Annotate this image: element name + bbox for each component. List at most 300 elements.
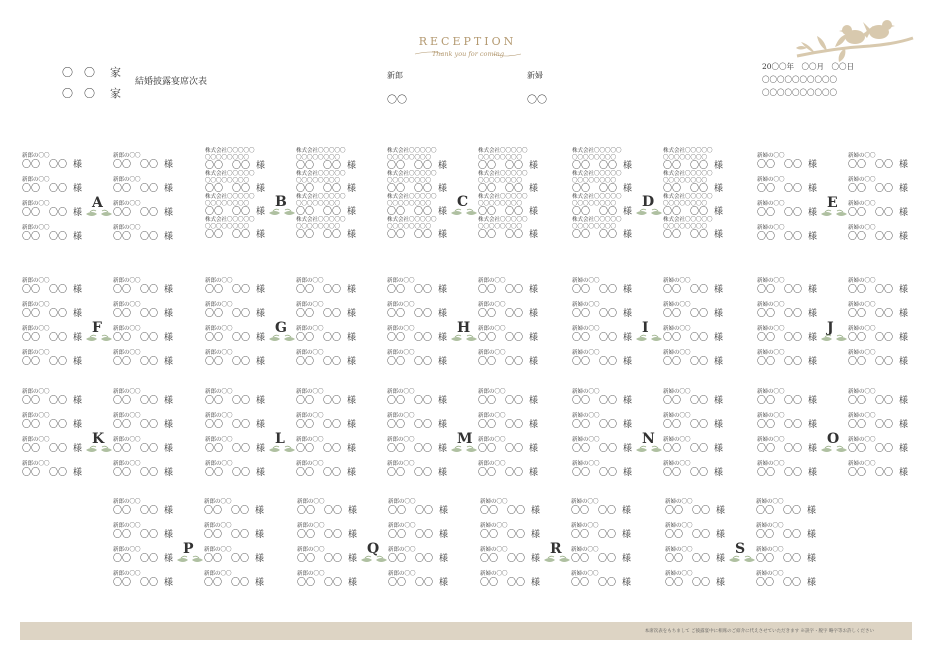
guest-entry [478, 413, 546, 437]
laurel-icon [727, 555, 757, 565]
guest-role: 新郎の〇〇 [296, 389, 324, 395]
document-title: 結婚披露宴席次表 [135, 77, 208, 87]
guest-name [113, 357, 181, 368]
guest-entry [387, 326, 455, 350]
guest-name [204, 506, 272, 517]
guest-name-text: 〇〇 〇〇 [205, 309, 251, 319]
guest-entry [663, 148, 731, 171]
honorific: 様 [531, 530, 541, 540]
guest-name [22, 396, 90, 407]
guest-entry [757, 437, 825, 461]
guest-entry [756, 523, 824, 547]
table-letter: R [550, 541, 562, 557]
guest-entry [205, 437, 273, 461]
guest-entry [22, 326, 90, 350]
date-line: 〇〇〇〇〇〇〇〇〇〇 [762, 75, 837, 84]
honorific: 様 [622, 578, 632, 588]
guest-name [113, 208, 181, 219]
guest-entry [205, 302, 273, 326]
guest-name-text: 〇〇 〇〇 [663, 309, 709, 319]
honorific: 様 [899, 160, 909, 170]
guest-role: 新郎の〇〇 [296, 437, 324, 443]
guest-name-text: 〇〇 〇〇 [387, 333, 433, 343]
guest-entry [22, 177, 90, 201]
guest-role: 株式会社〇〇〇〇〇 [205, 148, 255, 154]
guest-entry [204, 547, 272, 571]
guest-role: 〇〇〇〇〇〇〇〇 [478, 200, 523, 207]
guest-name [757, 468, 825, 479]
honorific: 様 [439, 554, 449, 564]
table-column [478, 278, 546, 374]
guest-name [205, 333, 273, 344]
honorific: 様 [529, 285, 539, 295]
guest-entry [387, 278, 455, 302]
guest-name-text: 〇〇 〇〇 [663, 420, 709, 430]
guest-name-text: 〇〇 〇〇 [113, 444, 159, 454]
guest-name-text: 〇〇 〇〇 [478, 285, 524, 295]
honorific: 様 [347, 468, 357, 478]
guest-name-text: 〇〇 〇〇 [478, 333, 524, 343]
honorific: 様 [808, 285, 818, 295]
guest-role: 〇〇〇〇〇〇〇〇 [387, 200, 432, 207]
guest-entry [848, 201, 916, 225]
guest-name [22, 285, 90, 296]
guest-role: 新婦の〇〇 [757, 278, 785, 284]
laurel-icon [359, 555, 389, 565]
guest-name-text: 〇〇 〇〇 [388, 578, 434, 588]
guest-name [387, 309, 455, 320]
guest-name [387, 444, 455, 455]
guest-role: 新婦の〇〇 [665, 523, 693, 529]
guest-entry [204, 523, 272, 547]
guest-role: 新婦の〇〇 [757, 389, 785, 395]
guest-role: 新郎の〇〇 [387, 461, 415, 467]
guest-name-text: 〇〇 〇〇 [572, 357, 618, 367]
honorific: 様 [256, 468, 266, 478]
table-s [665, 499, 821, 591]
honorific: 様 [73, 396, 83, 406]
honorific: 様 [899, 208, 909, 218]
guest-name-text: 〇〇 〇〇 [205, 285, 251, 295]
guest-name [296, 444, 364, 455]
guest-role: 〇〇〇〇〇〇〇〇 [478, 154, 523, 161]
guest-entry [113, 571, 181, 595]
guest-role: 株式会社〇〇〇〇〇 [478, 171, 528, 177]
honorific: 様 [623, 468, 633, 478]
guest-name-text: 〇〇 〇〇 [205, 161, 251, 171]
guest-name-text: 〇〇 〇〇 [296, 285, 342, 295]
guest-entry [663, 171, 731, 194]
guest-name-text: 〇〇 〇〇 [205, 333, 251, 343]
honorific: 様 [899, 468, 909, 478]
guest-entry [113, 350, 181, 374]
guest-name [572, 309, 640, 320]
guest-name [204, 578, 272, 589]
guest-entry [665, 547, 733, 571]
guest-entry [478, 148, 546, 171]
guest-entry [113, 278, 181, 302]
guest-role: 新郎の〇〇 [205, 326, 233, 332]
guest-name-text: 〇〇 〇〇 [297, 530, 343, 540]
honorific: 様 [714, 420, 724, 430]
guest-name [113, 396, 181, 407]
guest-name [22, 444, 90, 455]
table-e [757, 153, 913, 245]
guest-name [848, 420, 916, 431]
honorific: 様 [164, 232, 174, 242]
guest-role: 株式会社〇〇〇〇〇 [478, 217, 528, 223]
guest-role: 新婦の〇〇 [665, 547, 693, 553]
guest-name [663, 420, 731, 431]
guest-entry [113, 153, 181, 177]
guest-entry [296, 413, 364, 437]
honorific: 様 [73, 357, 83, 367]
guest-role: 新郎の〇〇 [113, 571, 141, 577]
guest-entry [663, 302, 731, 326]
guest-name-text: 〇〇 〇〇 [387, 396, 433, 406]
honorific: 様 [256, 420, 266, 430]
guest-role: 〇〇〇〇〇〇〇〇 [296, 177, 341, 184]
guest-role: 新婦の〇〇 [848, 413, 876, 419]
guest-name [480, 554, 548, 565]
guest-name [665, 530, 733, 541]
guest-role: 新郎の〇〇 [297, 547, 325, 553]
honorific: 様 [438, 468, 448, 478]
guest-name-text: 〇〇 〇〇 [387, 207, 433, 217]
guest-name [478, 444, 546, 455]
guest-name [387, 468, 455, 479]
guest-role: 新郎の〇〇 [387, 278, 415, 284]
guest-name [387, 333, 455, 344]
guest-name-text: 〇〇 〇〇 [478, 468, 524, 478]
guest-name-text: 〇〇 〇〇 [387, 285, 433, 295]
honorific: 様 [438, 184, 448, 194]
guest-role: 株式会社〇〇〇〇〇 [572, 148, 622, 154]
guest-name-text: 〇〇 〇〇 [205, 468, 251, 478]
table-column [388, 499, 456, 595]
laurel-icon [175, 555, 205, 565]
guest-entry [296, 148, 364, 171]
laurel-icon [634, 334, 664, 344]
guest-role: 〇〇〇〇〇〇〇〇 [296, 154, 341, 161]
guest-entry [297, 571, 365, 595]
guest-role: 〇〇〇〇〇〇〇〇 [663, 223, 708, 230]
footer-note: 本席次表をもちまして ご披露宴中に相席のご紹介に代えさせていただきます ※誤字・脱字 略字等お許しください [644, 629, 874, 634]
guest-entry [387, 461, 455, 485]
guest-role: 新婦の〇〇 [757, 326, 785, 332]
guest-role: 新婦の〇〇 [757, 177, 785, 183]
guest-role: 〇〇〇〇〇〇〇〇 [296, 200, 341, 207]
table-letter: E [827, 195, 838, 211]
guest-entry [205, 326, 273, 350]
guest-name [756, 506, 824, 517]
guest-role: 株式会社〇〇〇〇〇 [296, 148, 346, 154]
guest-entry [848, 413, 916, 437]
guest-entry [757, 350, 825, 374]
guest-name-text: 〇〇 〇〇 [113, 184, 159, 194]
guest-entry [205, 194, 273, 217]
guest-name-text: 〇〇 〇〇 [848, 396, 894, 406]
guest-entry [572, 437, 640, 461]
guest-name-text: 〇〇 〇〇 [757, 160, 803, 170]
guest-role: 株式会社〇〇〇〇〇 [296, 194, 346, 200]
laurel-icon [84, 209, 114, 219]
table-column [113, 389, 181, 485]
honorific: 様 [347, 444, 357, 454]
guest-entry [848, 389, 916, 413]
honorific: 様 [529, 333, 539, 343]
honorific: 様 [439, 530, 449, 540]
guest-name-text: 〇〇 〇〇 [297, 506, 343, 516]
guest-role: 新郎の〇〇 [296, 278, 324, 284]
guest-name [571, 578, 639, 589]
guest-name [848, 396, 916, 407]
guest-name-text: 〇〇 〇〇 [296, 468, 342, 478]
laurel-icon [267, 445, 297, 455]
groom-label: 新郎 [387, 71, 403, 80]
guest-role: 新婦の〇〇 [663, 302, 691, 308]
guest-name [480, 506, 548, 517]
guest-role: 株式会社〇〇〇〇〇 [572, 171, 622, 177]
honorific: 様 [623, 420, 633, 430]
honorific: 様 [164, 160, 174, 170]
guest-name-text: 〇〇 〇〇 [296, 230, 342, 240]
guest-entry [296, 326, 364, 350]
honorific: 様 [164, 396, 174, 406]
guest-name [387, 357, 455, 368]
guest-role: 新郎の〇〇 [205, 302, 233, 308]
honorific: 様 [714, 333, 724, 343]
honorific: 様 [348, 506, 358, 516]
guest-name [113, 232, 181, 243]
guest-entry [387, 350, 455, 374]
guest-name-text: 〇〇 〇〇 [665, 530, 711, 540]
guest-name-text: 〇〇 〇〇 [665, 578, 711, 588]
guest-name [113, 530, 181, 541]
guest-entry [756, 499, 824, 523]
guest-name-text: 〇〇 〇〇 [848, 160, 894, 170]
laurel-icon [267, 334, 297, 344]
honorific: 様 [623, 444, 633, 454]
guest-role: 〇〇〇〇〇〇〇〇 [387, 154, 432, 161]
guest-role: 新婦の〇〇 [480, 547, 508, 553]
guest-entry [205, 148, 273, 171]
table-column [296, 389, 364, 485]
honorific: 様 [438, 161, 448, 171]
table-column [757, 153, 825, 249]
honorific: 様 [73, 285, 83, 295]
guest-name [665, 506, 733, 517]
birds-branch-icon [795, 18, 915, 63]
table-letter: H [457, 320, 471, 336]
guest-name [205, 285, 273, 296]
guest-role: 〇〇〇〇〇〇〇〇 [663, 154, 708, 161]
family-dots: 〇 〇 [62, 66, 95, 79]
honorific: 様 [256, 396, 266, 406]
guest-entry [665, 571, 733, 595]
honorific: 様 [808, 160, 818, 170]
guest-role: 新婦の〇〇 [848, 201, 876, 207]
guest-role: 新婦の〇〇 [572, 350, 600, 356]
guest-name-text: 〇〇 〇〇 [204, 554, 250, 564]
guest-role: 新婦の〇〇 [756, 571, 784, 577]
guest-name-text: 〇〇 〇〇 [22, 420, 68, 430]
guest-role: 株式会社〇〇〇〇〇 [387, 171, 437, 177]
honorific: 様 [347, 396, 357, 406]
guest-entry [22, 389, 90, 413]
guest-name-text: 〇〇 〇〇 [113, 232, 159, 242]
guest-name-text: 〇〇 〇〇 [113, 468, 159, 478]
guest-role: 新郎の〇〇 [113, 523, 141, 529]
honorific: 様 [164, 578, 174, 588]
table-o [757, 389, 913, 481]
guest-entry [387, 413, 455, 437]
table-letter: P [183, 541, 194, 557]
guest-name-text: 〇〇 〇〇 [478, 230, 524, 240]
table-column [297, 499, 365, 595]
guest-entry [572, 171, 640, 194]
guest-role: 株式会社〇〇〇〇〇 [296, 217, 346, 223]
guest-role: 新婦の〇〇 [848, 461, 876, 467]
guest-role: 新郎の〇〇 [388, 499, 416, 505]
date-block [762, 60, 854, 99]
honorific: 様 [808, 184, 818, 194]
laurel-icon [84, 334, 114, 344]
honorific: 様 [73, 468, 83, 478]
guest-role: 〇〇〇〇〇〇〇〇 [572, 154, 617, 161]
guest-entry [757, 225, 825, 249]
guest-name [478, 285, 546, 296]
guest-entry [22, 278, 90, 302]
guest-role: 新郎の〇〇 [478, 302, 506, 308]
guest-name [572, 396, 640, 407]
guest-name-text: 〇〇 〇〇 [757, 396, 803, 406]
honorific: 様 [164, 208, 174, 218]
guest-role: 新婦の〇〇 [848, 225, 876, 231]
date-line: 〇〇〇〇〇〇〇〇〇〇 [762, 88, 837, 97]
guest-entry [388, 523, 456, 547]
guest-name [205, 396, 273, 407]
guest-role: 新郎の〇〇 [113, 201, 141, 207]
honorific: 様 [73, 184, 83, 194]
guest-entry [478, 171, 546, 194]
guest-entry [572, 302, 640, 326]
guest-entry [572, 278, 640, 302]
honorific: 様 [256, 285, 266, 295]
guest-entry [571, 499, 639, 523]
guest-name-text: 〇〇 〇〇 [848, 184, 894, 194]
guest-name [478, 333, 546, 344]
honorific: 様 [714, 207, 724, 217]
guest-entry [388, 547, 456, 571]
guest-role: 株式会社〇〇〇〇〇 [205, 217, 255, 223]
guest-name [663, 357, 731, 368]
honorific: 様 [347, 207, 357, 217]
honorific: 様 [808, 444, 818, 454]
table-column [205, 278, 273, 374]
honorific: 様 [73, 420, 83, 430]
guest-role: 新婦の〇〇 [663, 461, 691, 467]
guest-entry [205, 389, 273, 413]
guest-name [388, 578, 456, 589]
guest-name-text: 〇〇 〇〇 [113, 333, 159, 343]
guest-name [757, 333, 825, 344]
table-n [572, 389, 728, 481]
honorific: 様 [899, 444, 909, 454]
guest-entry [478, 278, 546, 302]
guest-name-text: 〇〇 〇〇 [572, 184, 618, 194]
table-column [205, 389, 273, 485]
guest-name [204, 530, 272, 541]
guest-entry [204, 499, 272, 523]
guest-name [113, 309, 181, 320]
guest-entry [205, 461, 273, 485]
guest-role: 新婦の〇〇 [848, 350, 876, 356]
table-letter: A [92, 195, 103, 211]
guest-name-text: 〇〇 〇〇 [388, 530, 434, 540]
guest-role: 新郎の〇〇 [204, 499, 232, 505]
honorific: 様 [531, 506, 541, 516]
honorific: 様 [73, 333, 83, 343]
guest-role: 新婦の〇〇 [663, 437, 691, 443]
guest-name-text: 〇〇 〇〇 [22, 309, 68, 319]
guest-name-text: 〇〇 〇〇 [848, 333, 894, 343]
table-letter: N [642, 431, 655, 447]
guest-role: 新郎の〇〇 [297, 499, 325, 505]
guest-name [848, 232, 916, 243]
guest-role: 新婦の〇〇 [848, 302, 876, 308]
guest-name [571, 530, 639, 541]
guest-role: 新婦の〇〇 [663, 326, 691, 332]
honorific: 様 [256, 207, 266, 217]
guest-entry [296, 171, 364, 194]
guest-name-text: 〇〇 〇〇 [478, 396, 524, 406]
guest-role: 〇〇〇〇〇〇〇〇 [205, 200, 250, 207]
guest-entry [205, 278, 273, 302]
honorific: 様 [899, 420, 909, 430]
guest-role: 新郎の〇〇 [388, 547, 416, 553]
guest-name-text: 〇〇 〇〇 [571, 506, 617, 516]
guest-role: 新婦の〇〇 [572, 437, 600, 443]
guest-role: 新郎の〇〇 [205, 437, 233, 443]
guest-name [205, 309, 273, 320]
guest-entry [757, 302, 825, 326]
guest-name [480, 530, 548, 541]
honorific: 様 [808, 208, 818, 218]
table-column [848, 153, 916, 249]
table-letter: G [275, 320, 287, 336]
guest-name-text: 〇〇 〇〇 [296, 309, 342, 319]
guest-role: 〇〇〇〇〇〇〇〇 [572, 200, 617, 207]
honorific: 様 [255, 506, 265, 516]
guest-entry [113, 523, 181, 547]
guest-role: 株式会社〇〇〇〇〇 [387, 148, 437, 154]
guest-name [296, 357, 364, 368]
honorific: 様 [348, 578, 358, 588]
honorific: 様 [899, 396, 909, 406]
guest-name-text: 〇〇 〇〇 [387, 468, 433, 478]
guest-name [756, 578, 824, 589]
groom-block [387, 70, 407, 106]
guest-entry [480, 571, 548, 595]
guest-name-text: 〇〇 〇〇 [387, 184, 433, 194]
guest-role: 新郎の〇〇 [297, 571, 325, 577]
guest-role: 新婦の〇〇 [757, 437, 785, 443]
guest-entry [113, 413, 181, 437]
guest-role: 新郎の〇〇 [113, 153, 141, 159]
honorific: 様 [255, 530, 265, 540]
honorific: 様 [899, 184, 909, 194]
